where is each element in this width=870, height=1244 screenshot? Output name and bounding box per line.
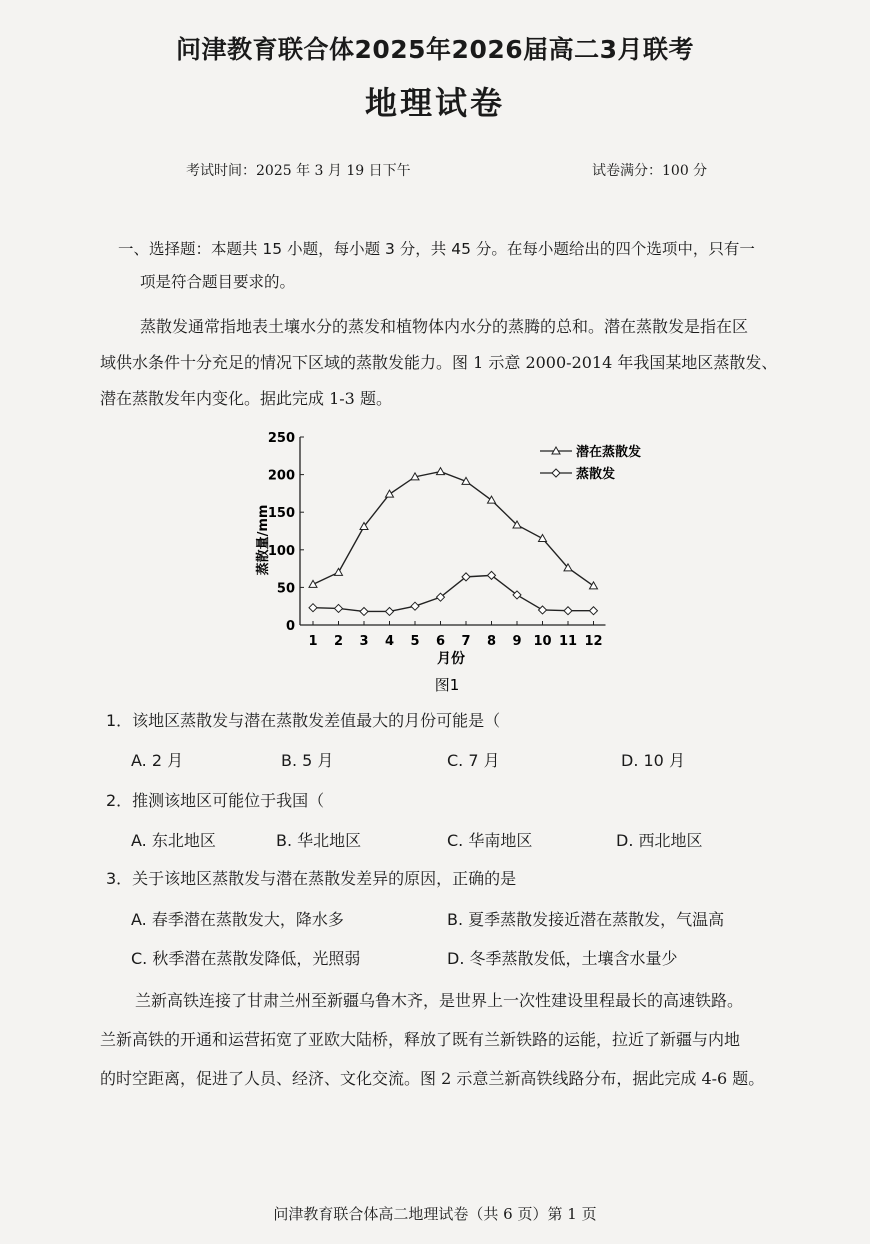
- x-tick-label: 6: [435, 634, 446, 649]
- question-2-option-d: D. 西北地区: [616, 831, 703, 850]
- x-tick-label: 4: [384, 634, 395, 649]
- legend-marker: [552, 469, 560, 477]
- legend-label: 潜在蒸散发: [576, 445, 642, 460]
- x-tick-label: 10: [533, 634, 552, 649]
- series-line-2: [313, 575, 594, 611]
- full-score: 试卷满分：100 分: [592, 163, 708, 179]
- chart-caption: 图1: [434, 676, 460, 694]
- x-axis-label: 月份: [437, 651, 465, 667]
- series-1-point: [386, 490, 394, 497]
- question-2-option-a: A. 东北地区: [131, 831, 216, 850]
- question-1-option-b: B. 5 月: [281, 751, 334, 770]
- series-2-point: [590, 607, 598, 615]
- question-1-stem: 1．该地区蒸散发与潜在蒸散发差值最大的月份可能是（: [106, 711, 501, 730]
- series-1-point: [335, 568, 343, 575]
- subject-title: 地理试卷: [364, 84, 505, 122]
- series-line-1: [313, 472, 594, 586]
- legend-label: 蒸散发: [576, 467, 616, 482]
- y-tick-label: 200: [267, 468, 295, 484]
- x-tick-label: 12: [584, 634, 603, 649]
- x-tick-label: 9: [512, 634, 522, 649]
- series-2-point: [360, 607, 368, 615]
- y-tick-label: 250: [267, 431, 295, 446]
- question-2-stem: 2．推测该地区可能位于我国（: [106, 791, 325, 810]
- question-1-option-c: C. 7 月: [447, 751, 500, 770]
- question-1-option-d: D. 10 月: [621, 751, 685, 770]
- y-tick-label: 50: [276, 581, 295, 597]
- y-tick-label: 0: [285, 619, 295, 634]
- question-2-option-b: B. 华北地区: [276, 831, 362, 850]
- passage1-line2: 域供水条件十分充足的情况下区域的蒸散发能力。图 1 示意 2000-2014 年我国某地区蒸散发、: [100, 353, 778, 372]
- passage1-line3: 潜在蒸散发年内变化。据此完成 1-3 题。: [100, 389, 392, 408]
- question-3-option-b: B. 夏季蒸散发接近潜在蒸散发，气温高: [447, 910, 725, 929]
- section-instruction-line1: 一、选择题：本题共 15 小题，每小题 3 分，共 45 分。在每小题给出的四个选项中，只有一: [118, 240, 755, 258]
- evapotranspiration-chart: [240, 420, 660, 700]
- y-tick-label: 100: [267, 543, 295, 559]
- series-2-point: [539, 606, 547, 614]
- series-2-point: [386, 607, 394, 615]
- question-2-option-c: C. 华南地区: [447, 831, 533, 850]
- series-1-point: [437, 468, 445, 475]
- passage2-line1: 兰新高铁连接了甘肃兰州至新疆乌鲁木齐，是世界上一次性建设里程最长的高速铁路。: [135, 991, 744, 1010]
- question-3-option-d: D. 冬季蒸散发低，土壤含水量少: [447, 949, 678, 968]
- question-3-option-a: A. 春季潜在蒸散发大，降水多: [131, 910, 344, 929]
- question-3-stem: 3．关于该地区蒸散发与潜在蒸散发差异的原因，正确的是: [106, 869, 517, 888]
- series-1-point: [309, 580, 317, 587]
- y-axis-label: 蒸散量/mm: [256, 504, 271, 576]
- series-2-point: [309, 604, 317, 612]
- exam-time: 考试时间：2025 年 3 月 19 日下午: [186, 163, 411, 179]
- series-2-point: [564, 607, 572, 615]
- chart-plot: [268, 431, 641, 649]
- passage2-line3: 的时空距离，促进了人员、经济、文化交流。图 2 示意兰新高铁线路分布，据此完成 4-6 题。: [100, 1069, 765, 1088]
- section-instruction-line2: 项是符合题目要求的。: [140, 273, 296, 291]
- question-3-option-c: C. 秋季潜在蒸散发降低，光照弱: [131, 949, 361, 968]
- passage1-line1: 蒸散发通常指地表土壤水分的蒸发和植物体内水分的蒸腾的总和。潜在蒸散发是指在区: [140, 317, 749, 336]
- series-1-point: [539, 535, 547, 542]
- x-tick-label: 3: [359, 634, 369, 649]
- question-1-option-a: A. 2 月: [131, 751, 184, 770]
- passage2-line2: 兰新高铁的开通和运营拓宽了亚欧大陆桥，释放了既有兰新铁路的运能，拉近了新疆与内地: [100, 1030, 741, 1049]
- series-1-point: [590, 582, 598, 589]
- x-tick-label: 1: [308, 634, 318, 649]
- x-tick-label: 8: [486, 634, 497, 649]
- y-tick-label: 150: [267, 506, 295, 522]
- series-2-point: [335, 604, 343, 612]
- x-tick-label: 2: [333, 634, 344, 649]
- x-tick-label: 11: [558, 634, 578, 649]
- series-1-point: [488, 496, 496, 503]
- x-tick-label: 7: [461, 634, 471, 649]
- page-footer: 问津教育联合体高二地理试卷（共 6 页）第 1 页: [273, 1205, 597, 1223]
- exam-title: 问津教育联合体2025年2026届高二3月联考: [175, 35, 695, 64]
- x-tick-label: 5: [410, 634, 420, 649]
- series-2-point: [411, 602, 419, 610]
